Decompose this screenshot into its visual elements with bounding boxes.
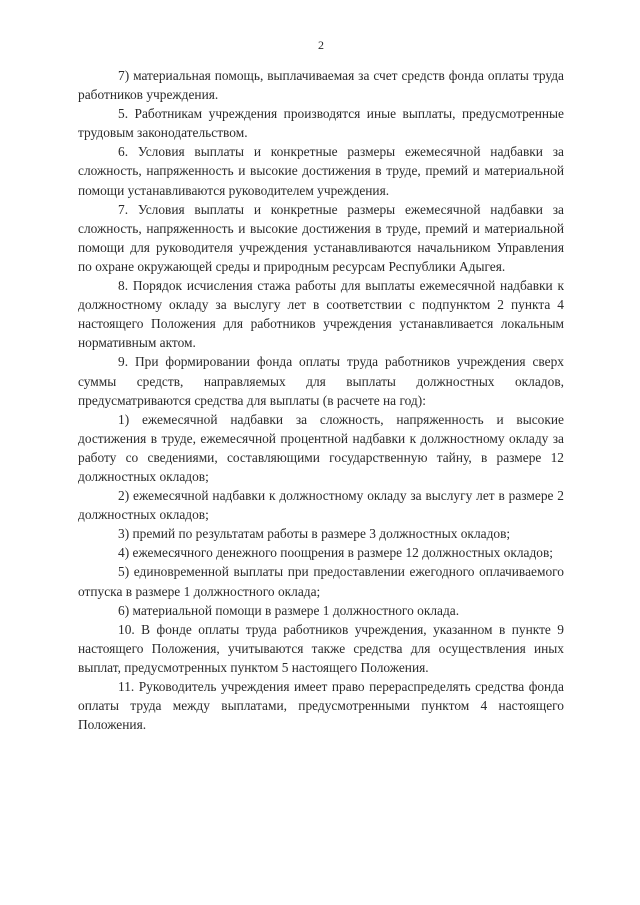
paragraph-11-redistribution: 11. Руководитель учреждения имеет право перераспределять средства фонда оплаты труда между выплатами, предусмотренными пунктом 4 настоящего Положения. xyxy=(78,679,564,733)
paragraph-9-item-6: 6) материальной помощи в размере 1 должностного оклада. xyxy=(118,602,460,618)
paragraph-9-fund-formation: 9. При формировании фонда оплаты труда работников учреждения сверх суммы средств, направляемых для выплаты должностных окладов, предусматриваются средства для выплаты (в расчете на год): xyxy=(78,354,564,408)
paragraph-item-7-material-aid: 7) материальная помощь, выплачиваемая за счет средств фонда оплаты труда работников учреждения. xyxy=(78,68,564,103)
paragraph-9-item-2: 2) ежемесячной надбавки к должностному окладу за выслугу лет в размере 2 должностных окладов; xyxy=(78,488,564,523)
paragraph-10-fund-inclusion: 10. В фонде оплаты труда работников учреждения, указанном в пункте 9 настоящего Положения, учитываются также средства для осуществления иных выплат, предусмотренных пунктом 5 настоящего Положения. xyxy=(78,621,564,675)
paragraph-7-conditions-head: 7. Условия выплаты и конкретные размеры ежемесячной надбавки за сложность, напряженность и высокие достижения в труде, премий и материальной помощи для руководителя учреждения устанавливаются начальником Управления по охране окружающей среды и природным ресурсам Республики Адыгея. xyxy=(78,201,564,274)
document-body xyxy=(78,66,564,734)
page-number: 2 xyxy=(318,38,324,52)
paragraph-9-item-4: 4) ежемесячного денежного поощрения в размере 12 должностных окладов; xyxy=(118,545,554,561)
paragraph-9-item-5: 5) единовременной выплаты при предоставлении ежегодного оплачиваемого отпуска в размере 1 должностного оклада; xyxy=(78,564,564,599)
paragraph-9-item-1: 1) ежемесячной надбавки за сложность, напряженность и высокие достижения в труде, ежемесячной процентной надбавки к должностному окладу за работу со сведениями, составляющими государственную тайну, в размере 12 должностных окладов; xyxy=(78,411,564,484)
paragraph-5-other-payments: 5. Работникам учреждения производятся иные выплаты, предусмотренные трудовым законодательством. xyxy=(78,106,564,141)
paragraph-8-seniority: 8. Порядок исчисления стажа работы для выплаты ежемесячной надбавки к должностному окладу за выслугу лет в соответствии с подпунктом 2 пункта 4 настоящего Положения для работников учреждения устанавливается локальным нормативным актом. xyxy=(78,278,564,351)
paragraph-6-conditions: 6. Условия выплаты и конкретные размеры ежемесячной надбавки за сложность, напряженность и высокие достижения в труде, премий и материальной помощи устанавливаются руководителем учреждения. xyxy=(78,144,564,198)
paragraph-9-item-3: 3) премий по результатам работы в размере 3 должностных окладов; xyxy=(118,526,511,542)
